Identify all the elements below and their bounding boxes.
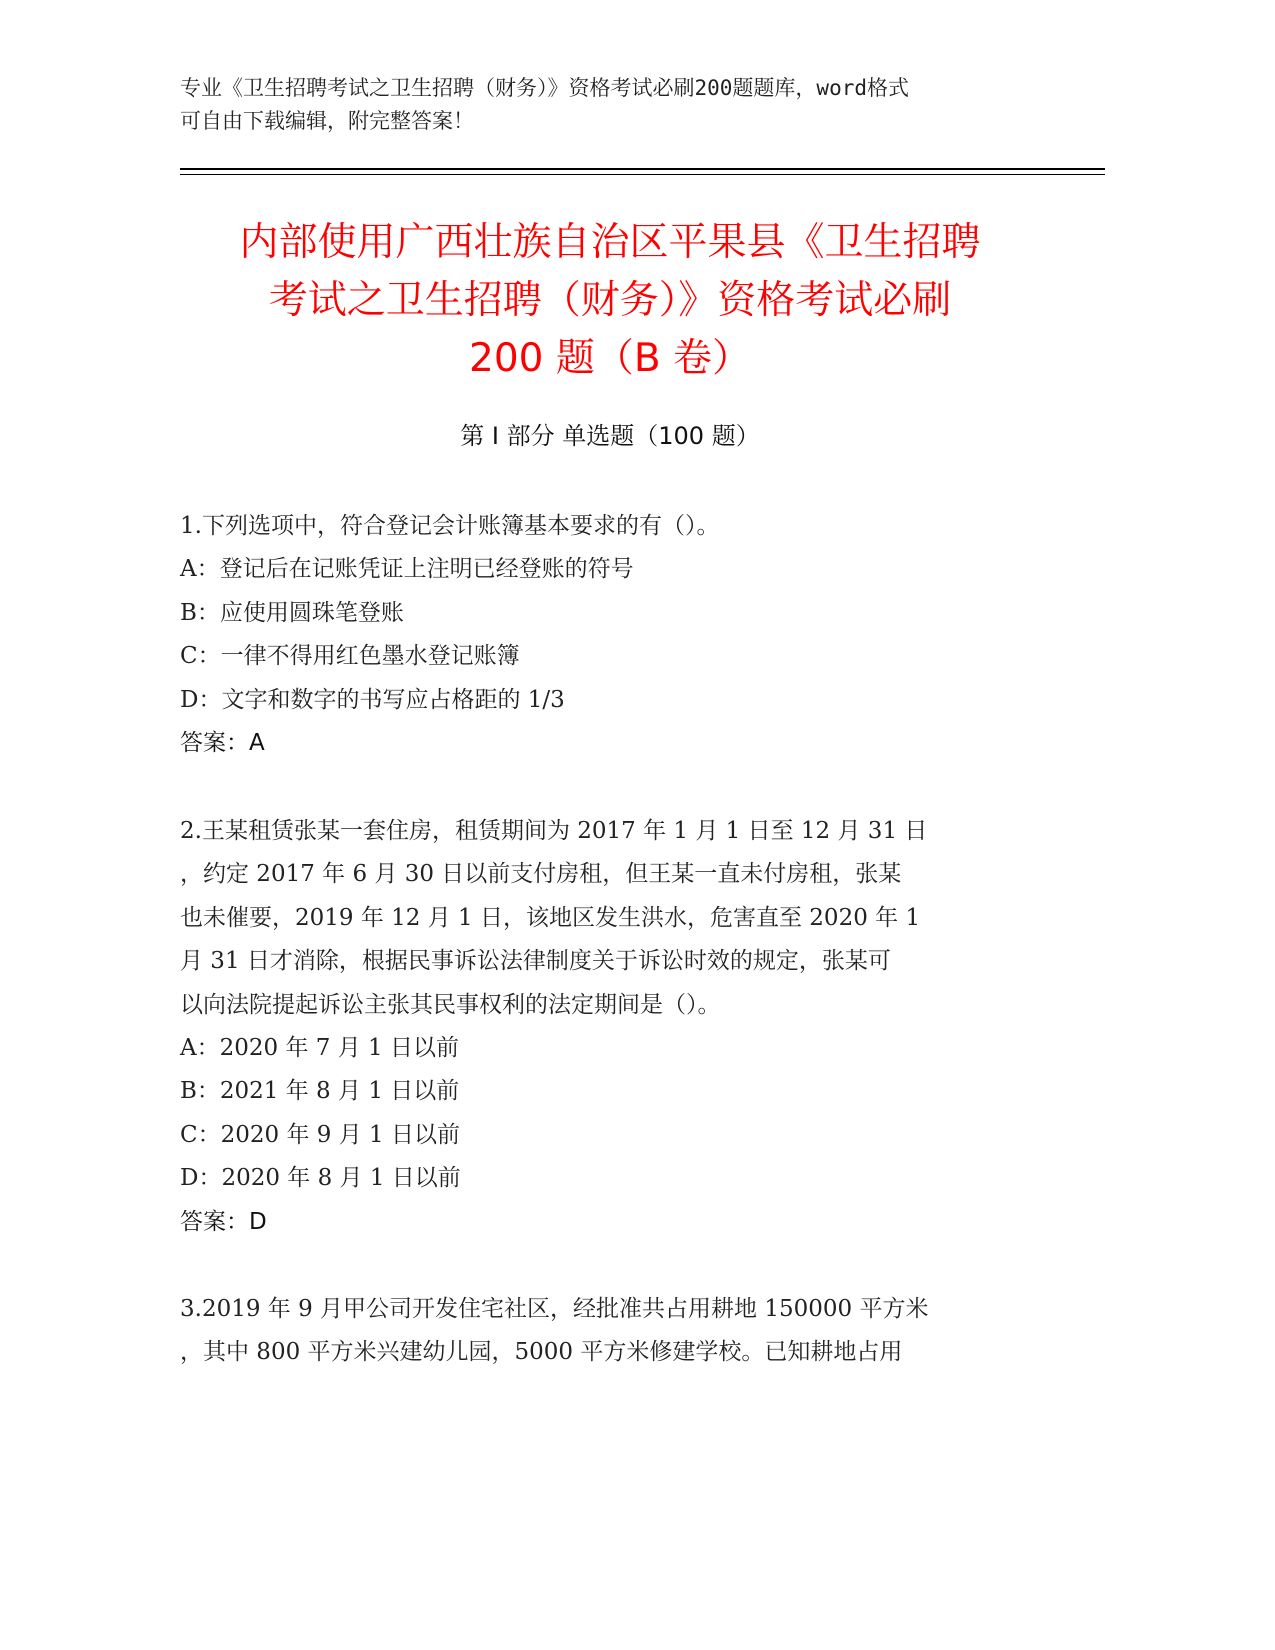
header-divider-thick [180,168,1105,170]
section-title: 第 I 部分 单选题（100 题） [460,422,760,450]
header-divider-thin [180,174,1105,175]
question-1 [180,505,1040,765]
question-stem-line-2: ，其中 800 平方米兴建幼儿园，5000 平方米修建学校。已知耕地占用 [180,1339,903,1366]
option-a: A：2020 年 7 月 1 日以前 [180,1035,459,1062]
answer: 答案：D [180,1208,267,1235]
question-stem-line-1: 3.2019 年 9 月甲公司开发住宅社区，经批准共占用耕地 150000 平方米 [180,1296,929,1322]
document-title-line-3: 200 题（B 卷） [469,336,751,381]
option-c: C：一律不得用红色墨水登记账簿 [180,643,520,670]
option-c: C：2020 年 9 月 1 日以前 [180,1121,460,1148]
option-b: B：2021 年 8 月 1 日以前 [180,1078,460,1105]
question-stem-line-5: 以向法院提起诉讼主张其民事权利的法定期间是（）。 [180,991,721,1018]
question-stem-line-3: 也未催要，2019 年 12 月 1 日，该地区发生洪水，危害直至 2020 年 1 [180,904,921,931]
header-note [180,72,1040,138]
question-stem-line-2: ，约定 2017 年 6 月 30 日以前支付房租，但王某一直未付房租，张某 [180,861,902,888]
document-title-line-2: 考试之卫生招聘（财务）》资格考试必刷 [268,278,952,323]
document-title-line-1: 内部使用广西壮族自治区平果县《卫生招聘 [239,220,981,265]
question-stem: 1.下列选项中，符合登记会计账簿基本要求的有（）。 [180,513,720,539]
header-note-line-2: 可自由下载编辑，附完整答案！ [180,109,474,133]
document-title [160,214,1060,388]
option-b: B：应使用圆珠笔登账 [180,599,404,626]
option-d: D：2020 年 8 月 1 日以前 [180,1165,461,1192]
option-a: A：登记后在记账凭证上注明已经登账的符号 [180,556,634,583]
option-d: D：文字和数字的书写应占格距的 1/3 [180,686,565,713]
header-note-line-1: 专业《卫生招聘考试之卫生招聘（财务）》资格考试必刷200题题库，word格式 [180,76,909,100]
question-stem-line-1: 2.王某租赁张某一套住房，租赁期间为 2017 年 1 月 1 日至 12 月 31 日 [180,818,928,844]
question-3 [180,1288,1040,1375]
question-2 [180,810,1040,1244]
answer: 答案：A [180,730,265,757]
question-stem-line-4: 月 31 日才消除，根据民事诉讼法律制度关于诉讼时效的规定，张某可 [180,948,891,975]
